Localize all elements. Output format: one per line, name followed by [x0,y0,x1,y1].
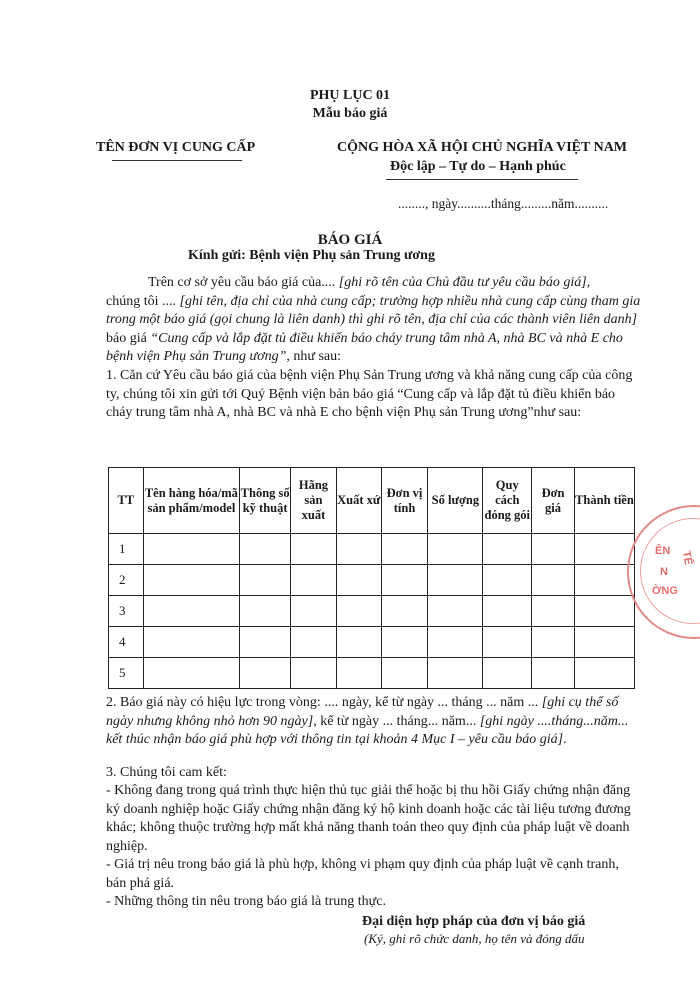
commitment-item: - Không đang trong quá trình thực hiện thủ tục giải thể hoặc bị thu hồi Giấy chứng nhận đăng ký doanh nghiệp hoặc Giấy chứng nhận đăng ký hộ kinh doanh hoặc các tài liệu tương đương khác; không thuộc trường hợp mất khả năng thanh toán theo quy định của pháp luật về doanh nghiệp. [106,783,631,854]
col-header: Thông số kỹ thuật [240,468,291,534]
stamp-text: TẾ [679,550,695,566]
date-line: ........, ngày..........tháng.........năm.......... [398,196,609,211]
appendix-title: PHỤ LỤC 01 [309,88,391,103]
col-header: TT [109,468,144,534]
section-2-text-b: , kể từ ngày ... tháng... năm... [313,713,480,729]
signature-title: Đại diện hợp pháp của đơn vị báo giá [362,914,586,929]
commitment-item: - Giá trị nêu trong báo giá là phù hợp, không vi phạm quy định của pháp luật về cạnh tranh, bán phá giá. [106,857,619,891]
row-number: 1 [109,534,144,565]
section-2 [106,694,641,750]
intro-paragraph [106,274,641,293]
col-header: Số lượng [428,468,483,534]
intro-paragraph-2 [106,293,641,367]
intro-text-2-end: , như sau: [286,349,342,364]
row-number: 5 [109,658,144,689]
signature-note: (Ký, ghi rõ chức danh, họ tên và đóng dấu [364,931,585,946]
intro-italic-3: “Cung cấp và lắp đặt tủ điều khiển báo cháy trung tâm nhà A, nhà BC và nhà E cho bệnh viện Phụ sản Trung ương” [106,330,623,364]
table-row [109,627,635,658]
col-header: Tên hàng hóa/mã sản phẩm/model [143,468,240,534]
supplier-underline [112,160,242,161]
col-header: Hãng sản xuất [291,468,337,534]
supplier-name: TÊN ĐƠN VỊ CUNG CẤP [96,140,256,155]
table-row [109,565,635,596]
quote-table [108,467,635,689]
col-header: Quy cách đóng gói [483,468,532,534]
intro-text-1-end: , [586,275,591,290]
col-header: Đơn vị tính [381,468,428,534]
row-number: 3 [109,596,144,627]
row-number: 2 [109,565,144,596]
col-header: Đơn giá [532,468,575,534]
table-row [109,534,635,565]
intro-text-2-mid: báo giá [106,330,151,346]
table-row [109,596,635,627]
intro-italic-1: [ghi rõ tên của Chủ đầu tư yêu cầu báo giá] [338,275,587,290]
intro-italic-2: [ghi tên, địa chỉ của nhà cung cấp; trường hợp nhiều nhà cung cấp cùng tham gia trong một báo giá (gọi chung là liên danh) thì ghi rõ tên, địa chỉ của các thành viên liên danh] [106,293,641,327]
section-3-title: 3. Chúng tôi cam kết: [106,765,227,780]
section-2-italic-b: [ghi ngày ....tháng...năm... kết thúc nhận báo giá phù hợp với thông tin tại khoản 4 Mục I – yêu cầu báo giá] [106,713,629,747]
appendix-subtitle: Mẫu báo giá [312,106,388,121]
stamp-text: ỜNG [652,585,678,597]
stamp-text: N [660,566,668,578]
section-2-text-c: . [563,732,567,747]
row-number: 4 [109,627,144,658]
commitment-item: - Những thông tin nêu trong báo giá là trung thực. [106,894,386,909]
motto-underline [386,179,578,180]
intro-text-1: Trên cơ sở yêu cầu báo giá của.... [148,275,339,290]
section-2-text-a: 2. Báo giá này có hiệu lực trong vòng: .... ngày, kể từ ngày ... tháng ... năm ... [106,695,542,710]
table-row [109,658,635,689]
motto: Độc lập – Tự do – Hạnh phúc [390,159,566,174]
col-header: Xuất xứ [336,468,381,534]
section-1: 1. Căn cứ Yêu cầu báo giá của bệnh viện Phụ Sản Trung ương và khả năng cung cấp của công ty, chúng tôi xin gửi tới Quý Bệnh viện bản báo giá “Cung cấp và lắp đặt tủ điều khiển báo cháy trung tâm nhà A, nhà BC và nhà E cho bệnh viện Phụ sản Trung ương”như sau: [106,368,633,420]
stamp-text: ÊN [655,545,671,557]
nation-title: CỘNG HÒA XÃ HỘI CHỦ NGHĨA VIỆT NAM [337,140,628,155]
document-title: BÁO GIÁ [317,232,383,248]
col-header: Thành tiền [574,468,634,534]
intro-text-2: chúng tôi .... [106,293,180,309]
recipient: Kính gửi: Bệnh viện Phụ sản Trung ương [188,248,435,263]
section-2-italic-a: [ghi cụ thể số ngày nhưng không nhỏ hơn 90 ngày] [106,695,619,729]
table-header-row [109,468,635,534]
